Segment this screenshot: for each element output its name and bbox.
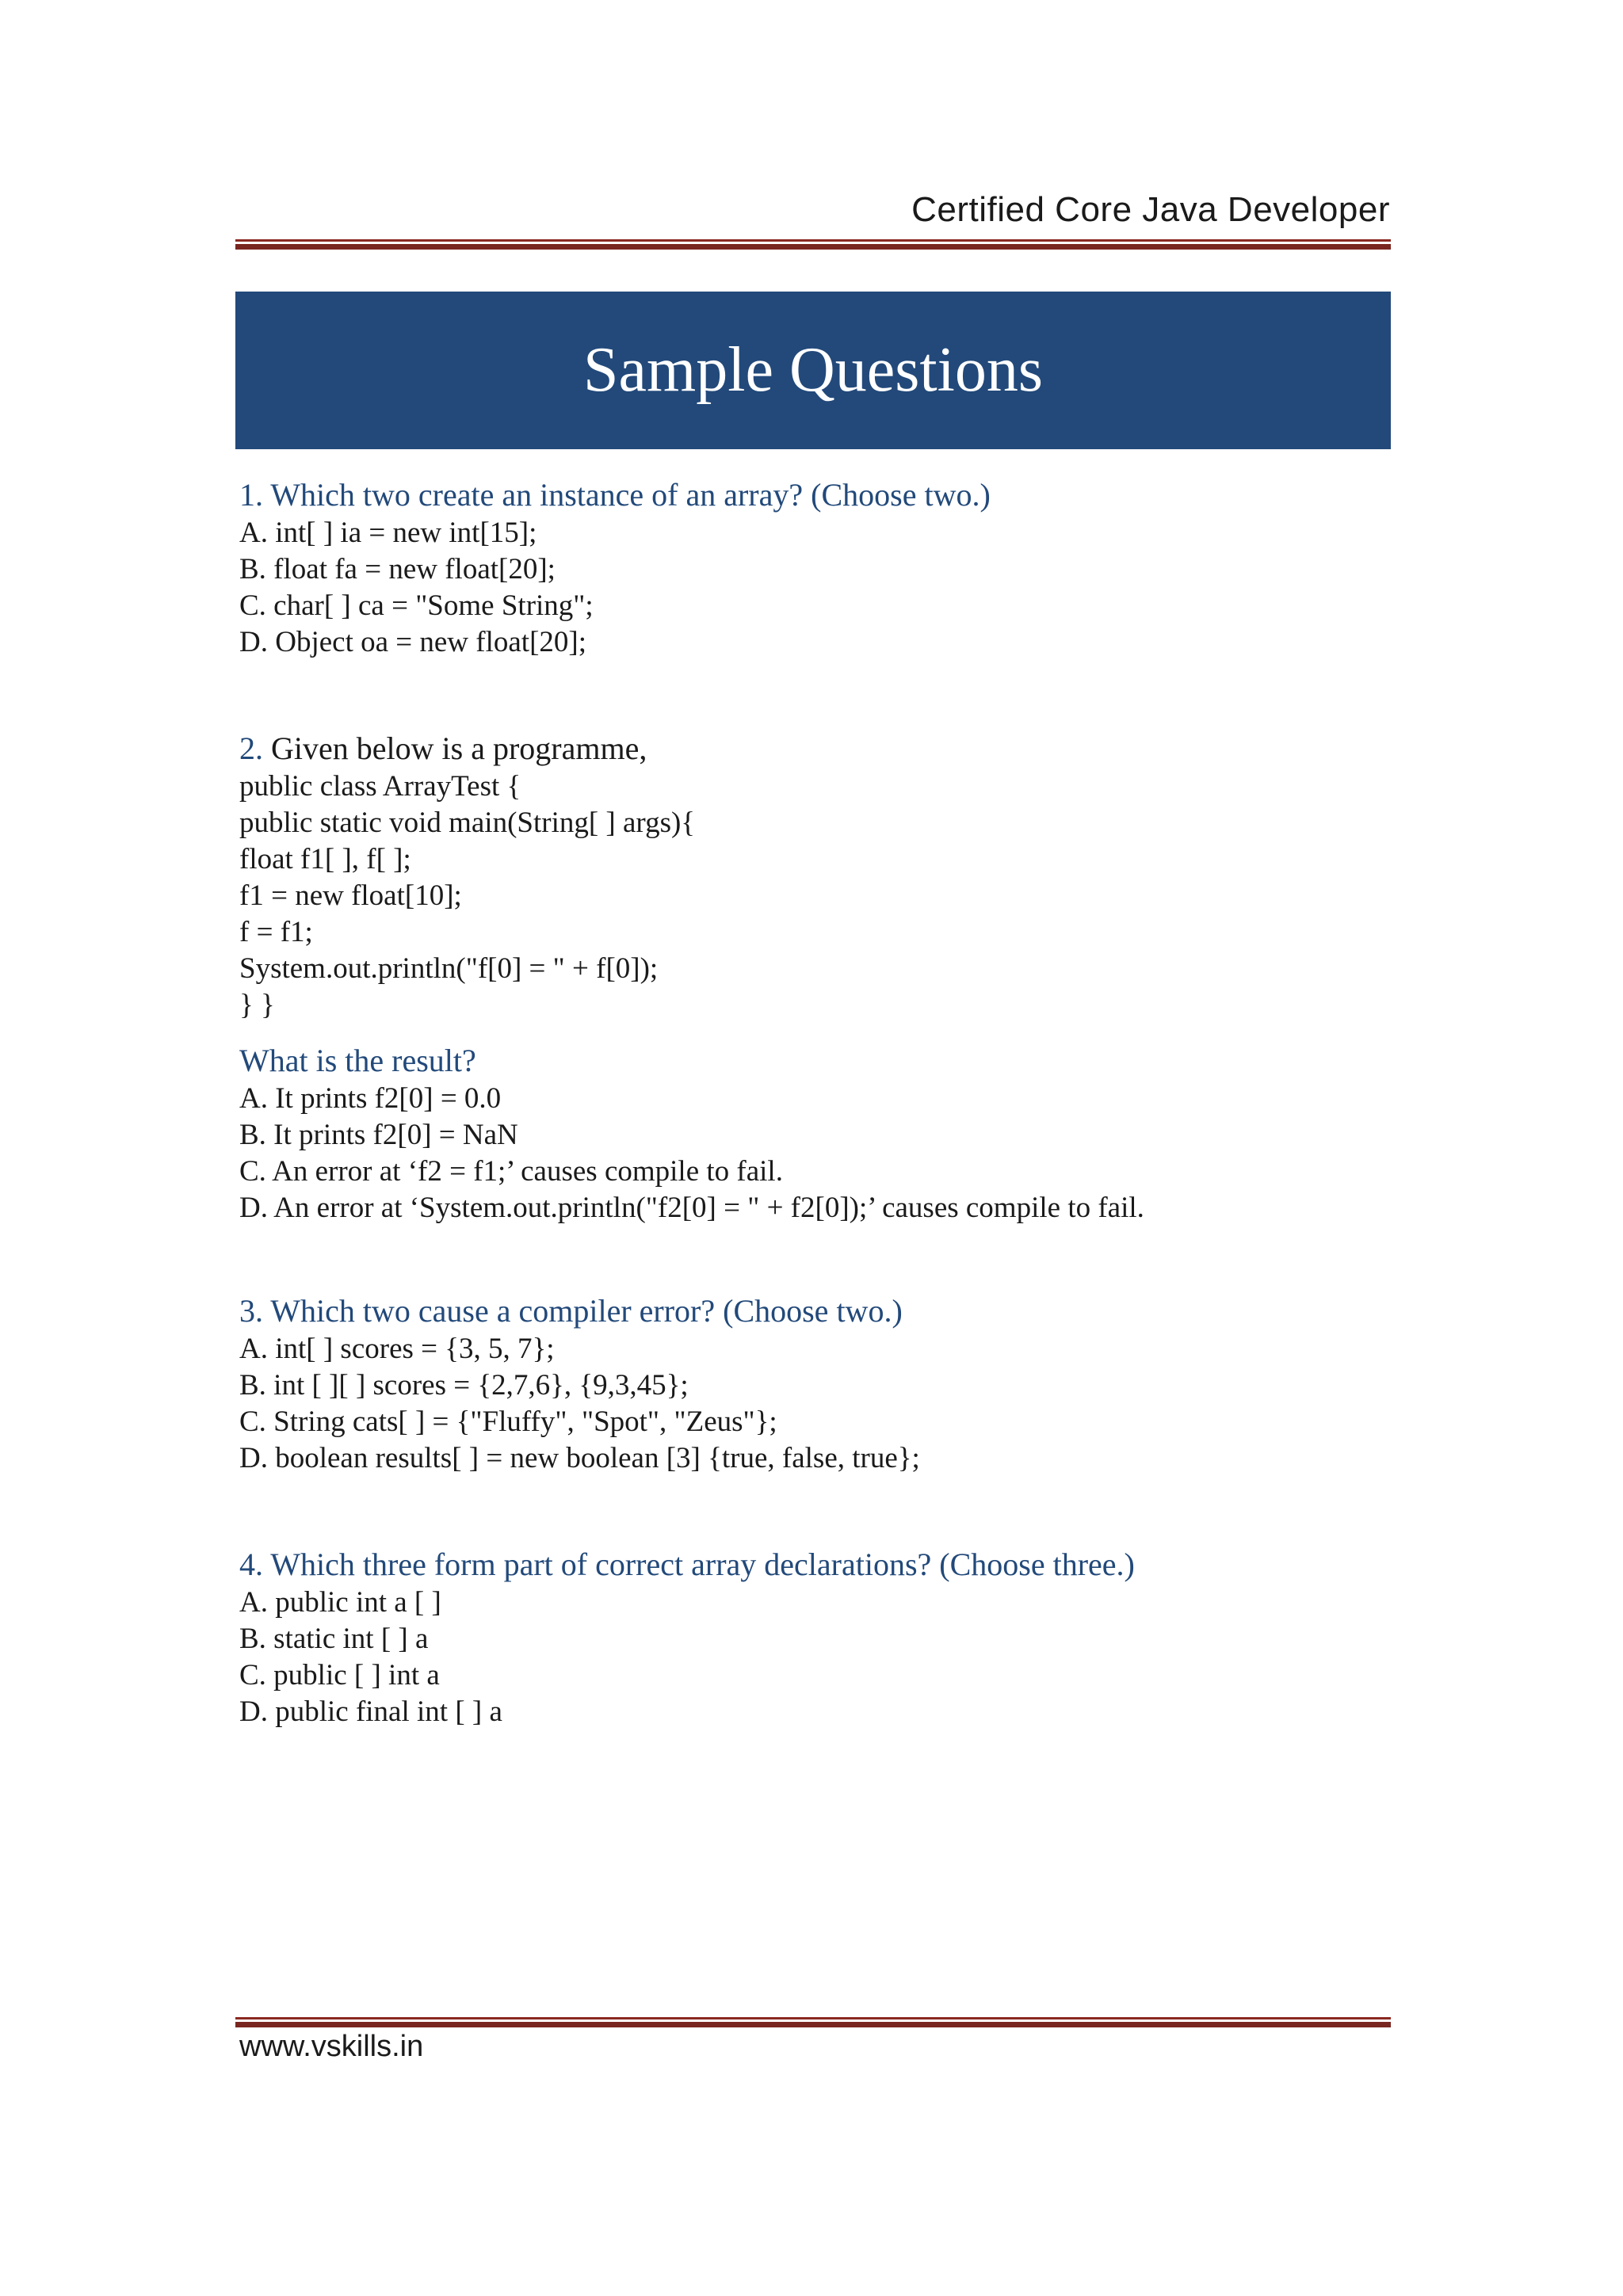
question-4-text: 4. Which three form part of correct array declarations? (Choose three.)	[239, 1547, 1135, 1582]
question-3-option-a: A. int[ ] scores = {3, 5, 7};	[239, 1333, 555, 1365]
question-2-subquestion: What is the result?	[239, 1043, 476, 1078]
question-1-option-b: B. float fa = new float[20];	[239, 553, 556, 585]
question-1-option-c: C. char[ ] ca = "Some String";	[239, 589, 594, 622]
question-2	[239, 729, 1381, 1226]
question-3	[239, 1291, 1381, 1477]
question-2-option-d: D. An error at ‘System.out.println("f2[0] = " + f2[0]);’ causes compile to fail.	[239, 1192, 1144, 1224]
question-1	[239, 475, 1381, 661]
questions-content	[239, 475, 1381, 1730]
code-line-2: public static void main(String[ ] args){	[239, 807, 696, 839]
question-2-number: 2.	[239, 730, 263, 766]
page-header-title: Certified Core Java Developer	[911, 190, 1390, 229]
code-line-5: f = f1;	[239, 916, 313, 948]
question-4-option-d: D. public final int [ ] a	[239, 1695, 502, 1728]
question-1-text: 1. Which two create an instance of an array? (Choose two.)	[239, 477, 991, 513]
question-2-option-c: C. An error at ‘f2 = f1;’ causes compile to fail.	[239, 1155, 783, 1188]
banner-title: Sample Questions	[583, 335, 1043, 405]
question-3-text: 3. Which two cause a compiler error? (Choose two.)	[239, 1293, 903, 1329]
question-4-option-b: B. static int [ ] a	[239, 1623, 429, 1655]
question-3-option-d: D. boolean results[ ] = new boolean [3] {true, false, true};	[239, 1442, 920, 1474]
code-line-6: System.out.println("f[0] = " + f[0]);	[239, 952, 659, 985]
question-2-intro: Given below is a programme,	[263, 730, 647, 766]
question-3-option-c: C. String cats[ ] = {"Fluffy", "Spot", "Zeus"};	[239, 1405, 777, 1438]
question-3-option-b: B. int [ ][ ] scores = {2,7,6}, {9,3,45};	[239, 1369, 689, 1402]
code-line-4: f1 = new float[10];	[239, 879, 462, 912]
question-4	[239, 1545, 1381, 1730]
question-1-option-a: A. int[ ] ia = new int[15];	[239, 517, 537, 549]
question-2-heading	[239, 729, 1381, 769]
question-2-option-b: B. It prints f2[0] = NaN	[239, 1119, 518, 1151]
question-2-option-a: A. It prints f2[0] = 0.0	[239, 1082, 502, 1115]
section-banner	[235, 292, 1391, 449]
question-4-option-a: A. public int a [ ]	[239, 1586, 441, 1619]
footer-url: www.vskills.in	[239, 2030, 424, 2063]
code-line-7: } }	[239, 989, 275, 1021]
question-4-option-c: C. public [ ] int a	[239, 1659, 440, 1691]
code-line-3: float f1[ ], f[ ];	[239, 843, 411, 875]
question-1-option-d: D. Object oa = new float[20];	[239, 626, 587, 658]
code-line-1: public class ArrayTest {	[239, 770, 521, 803]
header-rule	[235, 239, 1391, 250]
footer-rule	[235, 2017, 1391, 2027]
